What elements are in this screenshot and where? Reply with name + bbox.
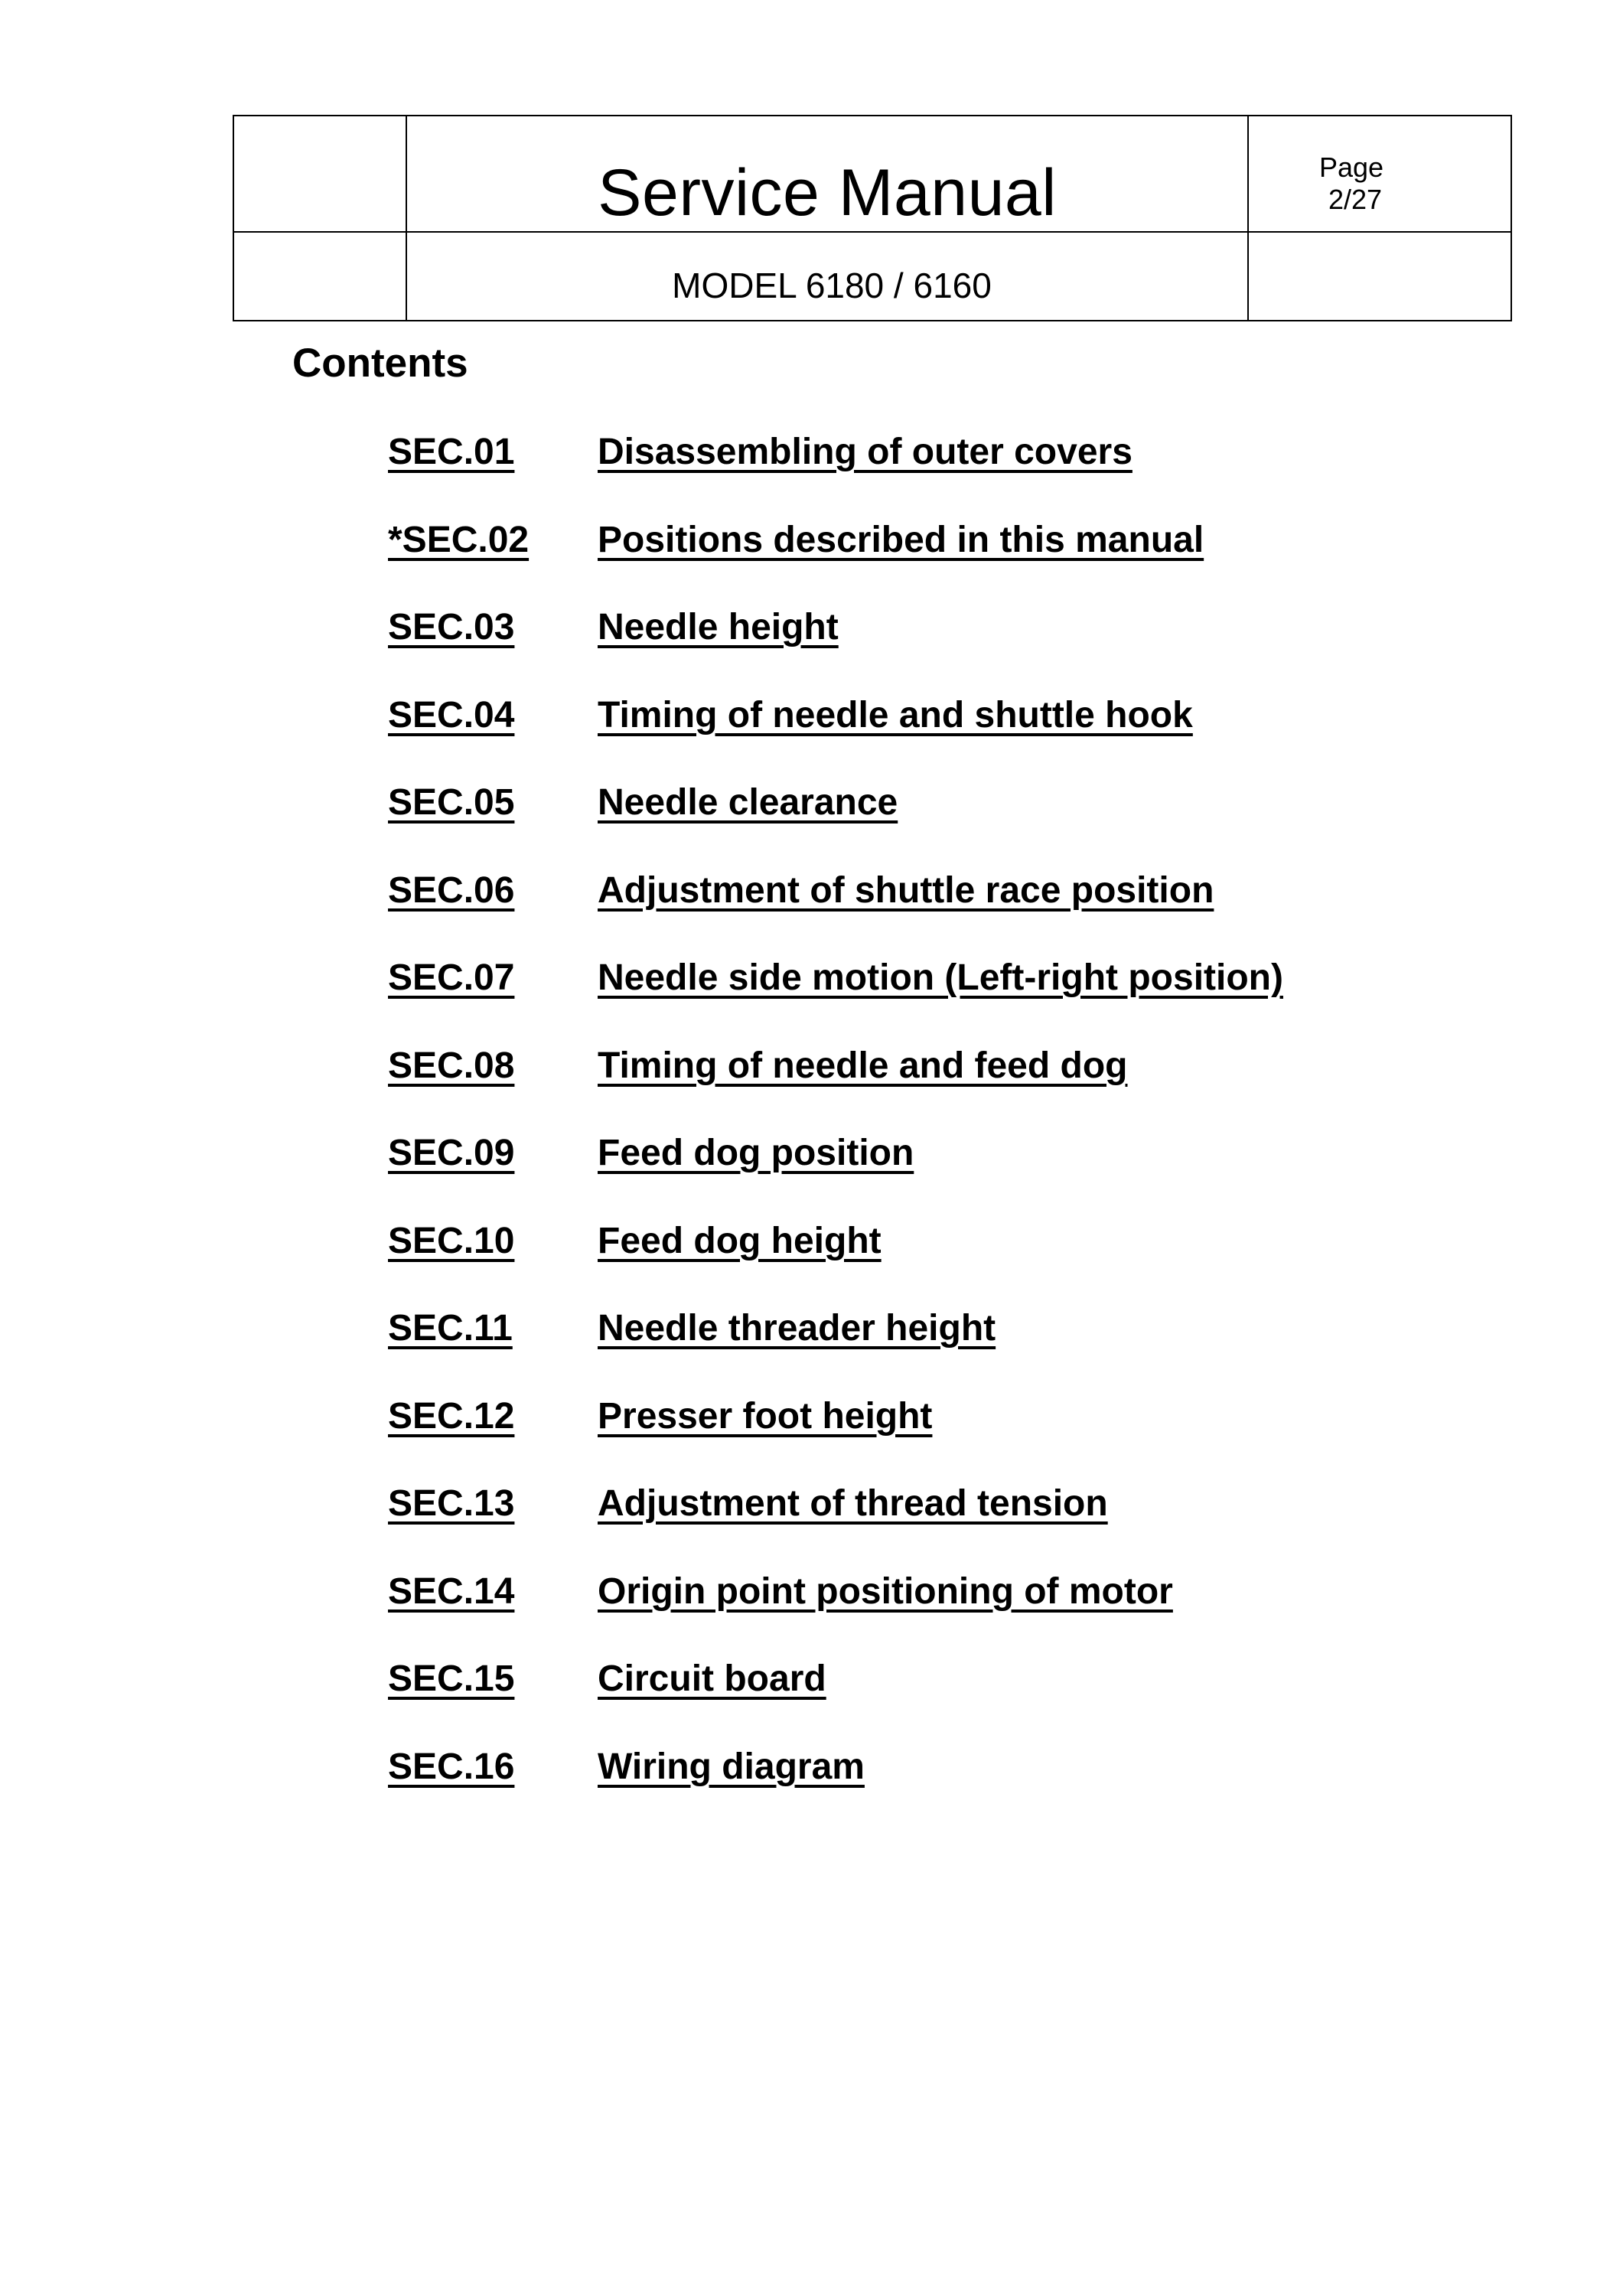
header-cell-empty-right <box>1248 232 1511 321</box>
sec-code: SEC.10 <box>388 1220 515 1261</box>
sec-code: SEC.08 <box>388 1045 515 1086</box>
sec-title: Timing of needle and shuttle hook <box>598 694 1193 735</box>
header-cell-page <box>1248 116 1511 232</box>
sec-title: Origin point positioning of motor <box>598 1570 1173 1612</box>
toc-link-sec-03[interactable] <box>388 605 839 650</box>
contents-heading: Contents <box>292 341 468 386</box>
sec-title: Positions described in this manual <box>598 519 1204 560</box>
sec-code: SEC.14 <box>388 1570 515 1612</box>
header-cell-title <box>406 116 1248 232</box>
toc-item <box>388 956 1283 1044</box>
sec-title: Needle clearance <box>598 782 898 823</box>
toc-item <box>388 430 1283 518</box>
page-label: Page <box>1319 152 1384 183</box>
page-number: 2/27 <box>1328 184 1383 215</box>
sec-title: Disassembling of outer covers <box>598 432 1133 472</box>
toc-item <box>388 1482 1283 1570</box>
toc-link-sec-09[interactable] <box>388 1131 914 1176</box>
toc-link-sec-05[interactable] <box>388 781 898 825</box>
sec-title: Timing of needle and feed dog <box>598 1045 1128 1086</box>
sec-code: SEC.09 <box>388 1133 515 1173</box>
toc-item <box>388 1044 1283 1132</box>
toc-link-sec-15[interactable] <box>388 1657 826 1701</box>
sec-code: SEC.12 <box>388 1395 515 1437</box>
toc-link-sec-02[interactable] <box>388 518 1204 563</box>
sec-title: Adjustment of thread tension <box>598 1483 1108 1524</box>
sec-code: SEC.07 <box>388 957 515 998</box>
sec-code: SEC.05 <box>388 782 515 823</box>
sec-code: SEC.13 <box>388 1483 515 1524</box>
toc-item <box>388 1306 1283 1394</box>
sec-title: Needle height <box>598 607 839 647</box>
toc-item <box>388 781 1283 869</box>
document-title: Service Manual <box>598 156 1057 230</box>
sec-code: *SEC.02 <box>388 519 530 560</box>
sec-title: Feed dog height <box>598 1220 882 1261</box>
toc-item <box>388 1394 1283 1482</box>
toc-link-sec-01[interactable] <box>388 430 1133 475</box>
toc-link-sec-13[interactable] <box>388 1482 1108 1526</box>
table-of-contents <box>388 430 1283 1832</box>
header-cell-empty-left <box>233 232 406 321</box>
sec-title: Needle side motion (Left-right position) <box>598 957 1283 998</box>
sec-title: Presser foot height <box>598 1395 933 1437</box>
toc-link-sec-16[interactable] <box>388 1745 865 1789</box>
toc-link-sec-10[interactable] <box>388 1219 882 1264</box>
header-row-title <box>233 116 1511 232</box>
header-table <box>233 115 1512 321</box>
sec-code: SEC.06 <box>388 869 515 911</box>
toc-item <box>388 693 1283 781</box>
header-cell-model <box>406 232 1248 321</box>
toc-link-sec-14[interactable] <box>388 1570 1173 1614</box>
toc-link-sec-12[interactable] <box>388 1394 932 1439</box>
header-row-model <box>233 232 1511 321</box>
sec-code: SEC.16 <box>388 1746 515 1787</box>
sec-title: Wiring diagram <box>598 1746 865 1787</box>
sec-title: Adjustment of shuttle race position <box>598 869 1214 911</box>
toc-link-sec-06[interactable] <box>388 869 1214 913</box>
sec-code: SEC.15 <box>388 1658 515 1699</box>
toc-item <box>388 605 1283 693</box>
toc-item <box>388 869 1283 957</box>
sec-code: SEC.11 <box>388 1308 513 1349</box>
toc-item <box>388 1219 1283 1307</box>
sec-code: SEC.04 <box>388 694 515 735</box>
toc-link-sec-11[interactable] <box>388 1306 996 1351</box>
sec-code: SEC.01 <box>388 432 515 472</box>
model-number: MODEL 6180 / 6160 <box>672 266 992 305</box>
toc-link-sec-07[interactable] <box>388 956 1283 1000</box>
sec-title: Needle threader height <box>598 1308 996 1349</box>
sec-code: SEC.03 <box>388 607 515 647</box>
toc-item <box>388 1570 1283 1658</box>
sec-title: Circuit board <box>598 1658 826 1699</box>
toc-item <box>388 1657 1283 1745</box>
toc-item <box>388 1745 1283 1833</box>
toc-item <box>388 518 1283 606</box>
sec-title: Feed dog position <box>598 1133 914 1173</box>
header-cell-logo <box>233 116 406 232</box>
toc-link-sec-08[interactable] <box>388 1044 1127 1088</box>
toc-item <box>388 1131 1283 1219</box>
toc-link-sec-04[interactable] <box>388 693 1193 738</box>
